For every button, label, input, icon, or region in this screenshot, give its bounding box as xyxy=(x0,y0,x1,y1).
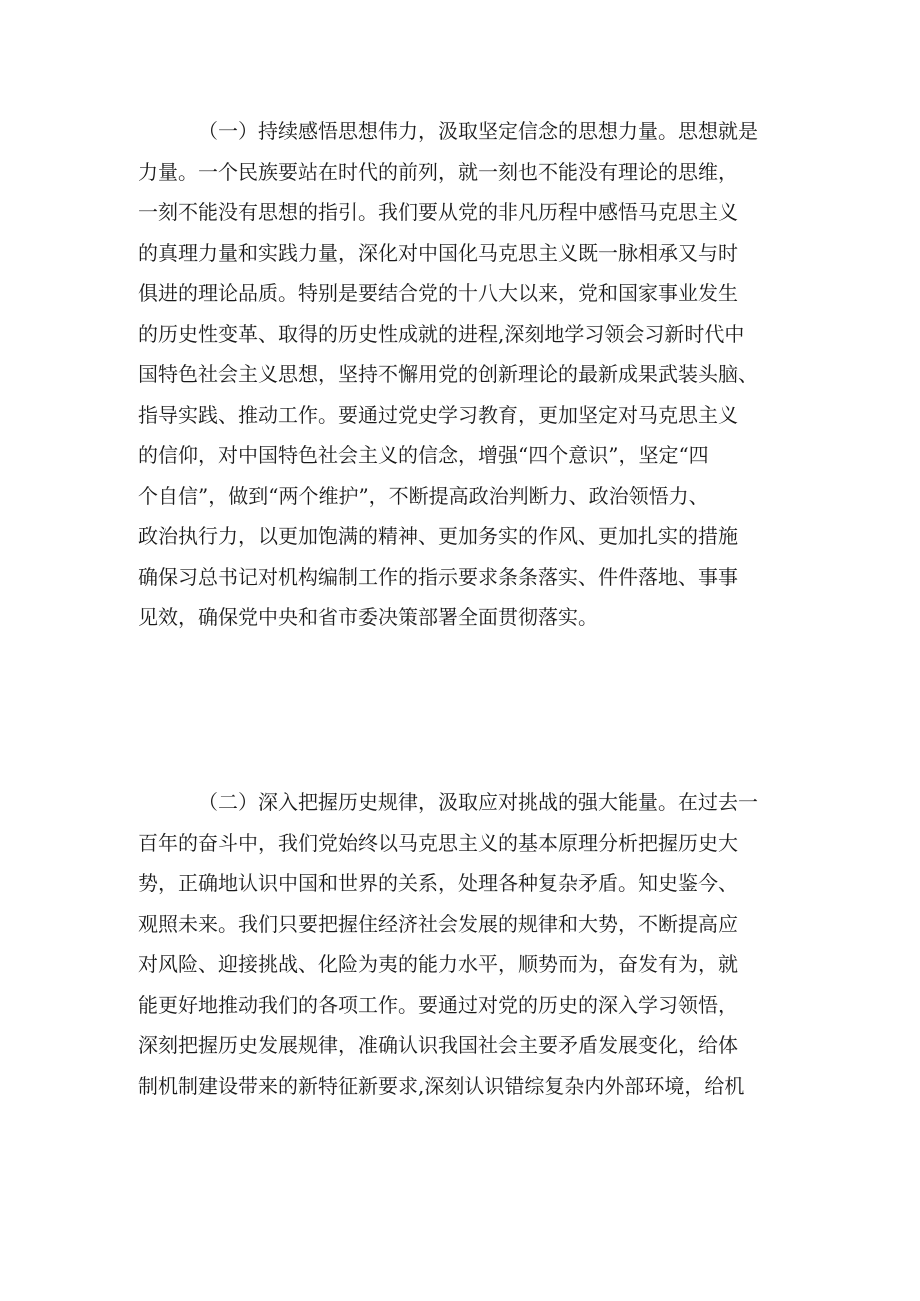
text-line: 确保习总书记对机构编制工作的指示要求条条落实、件件落地、事事 xyxy=(138,564,738,589)
paragraph-1 xyxy=(138,111,798,638)
text-line: 势，正确地认识中国和世界的关系，处理各种复杂矛盾。知史鉴今、 xyxy=(138,871,738,895)
text-line: 的历史性变革、取得的历史性成就的进程,深刻地学习领会习新时代中 xyxy=(138,321,745,346)
text-line: 个自信”，做到“两个维护”，不断提高政治判断力、政治领悟力、 xyxy=(138,483,709,508)
text-line: 的信仰，对中国特色社会主义的信念，增强“四个意识”，坚定“四 xyxy=(138,443,709,467)
text-line: 俱进的理论品质。特别是要结合党的十八大以来，党和国家事业发生 xyxy=(138,281,738,305)
paragraph-2 xyxy=(138,782,798,1106)
text-line: 深刻把握历史发展规律，准确认识我国社会主要矛盾发展变化，给体 xyxy=(138,1033,738,1057)
text-line: 见效，确保党中央和省市委决策部署全面贯彻落实。 xyxy=(138,605,598,629)
text-line: 一刻不能没有思想的指引。我们要从党的非凡历程中感悟马克思主义 xyxy=(138,200,738,224)
text-line: 百年的奋斗中，我们党始终以马克思主义的基本原理分析把握历史大 xyxy=(138,830,738,855)
text-line: 力量。一个民族要站在时代的前列，就一刻也不能没有理论的思维， xyxy=(138,159,738,184)
text-line: 国特色社会主义思想，坚持不懈用党的创新理论的最新成果武装头脑、 xyxy=(138,362,758,386)
text-line: 对风险、迎接挑战、化险为夷的能力水平，顺势而为，奋发有为，就 xyxy=(138,952,738,976)
text-line: 制机制建设带来的新特征新要求,深刻认识错综复杂内外部环境，给机 xyxy=(138,1073,745,1098)
text-line: 政治执行力，以更加饱满的精神、更加务实的作风、更加扎实的措施 xyxy=(138,524,738,548)
text-line: 的真理力量和实践力量，深化对中国化马克思主义既一脉相承又与时 xyxy=(138,240,738,265)
text-line: （一）持续感悟思想伟力，汲取坚定信念的思想力量。思想就是 xyxy=(198,119,758,143)
text-line: 观照未来。我们只要把握住经济社会发展的规律和大势，不断提高应 xyxy=(138,911,738,936)
text-line: （二）深入把握历史规律，汲取应对挑战的强大能量。在过去一 xyxy=(198,790,758,814)
text-line: 指导实践、推动工作。要通过党史学习教育，更加坚定对马克思主义 xyxy=(138,402,738,427)
text-line: 能更好地推动我们的各项工作。要通过对党的历史的深入学习领悟， xyxy=(138,992,738,1017)
